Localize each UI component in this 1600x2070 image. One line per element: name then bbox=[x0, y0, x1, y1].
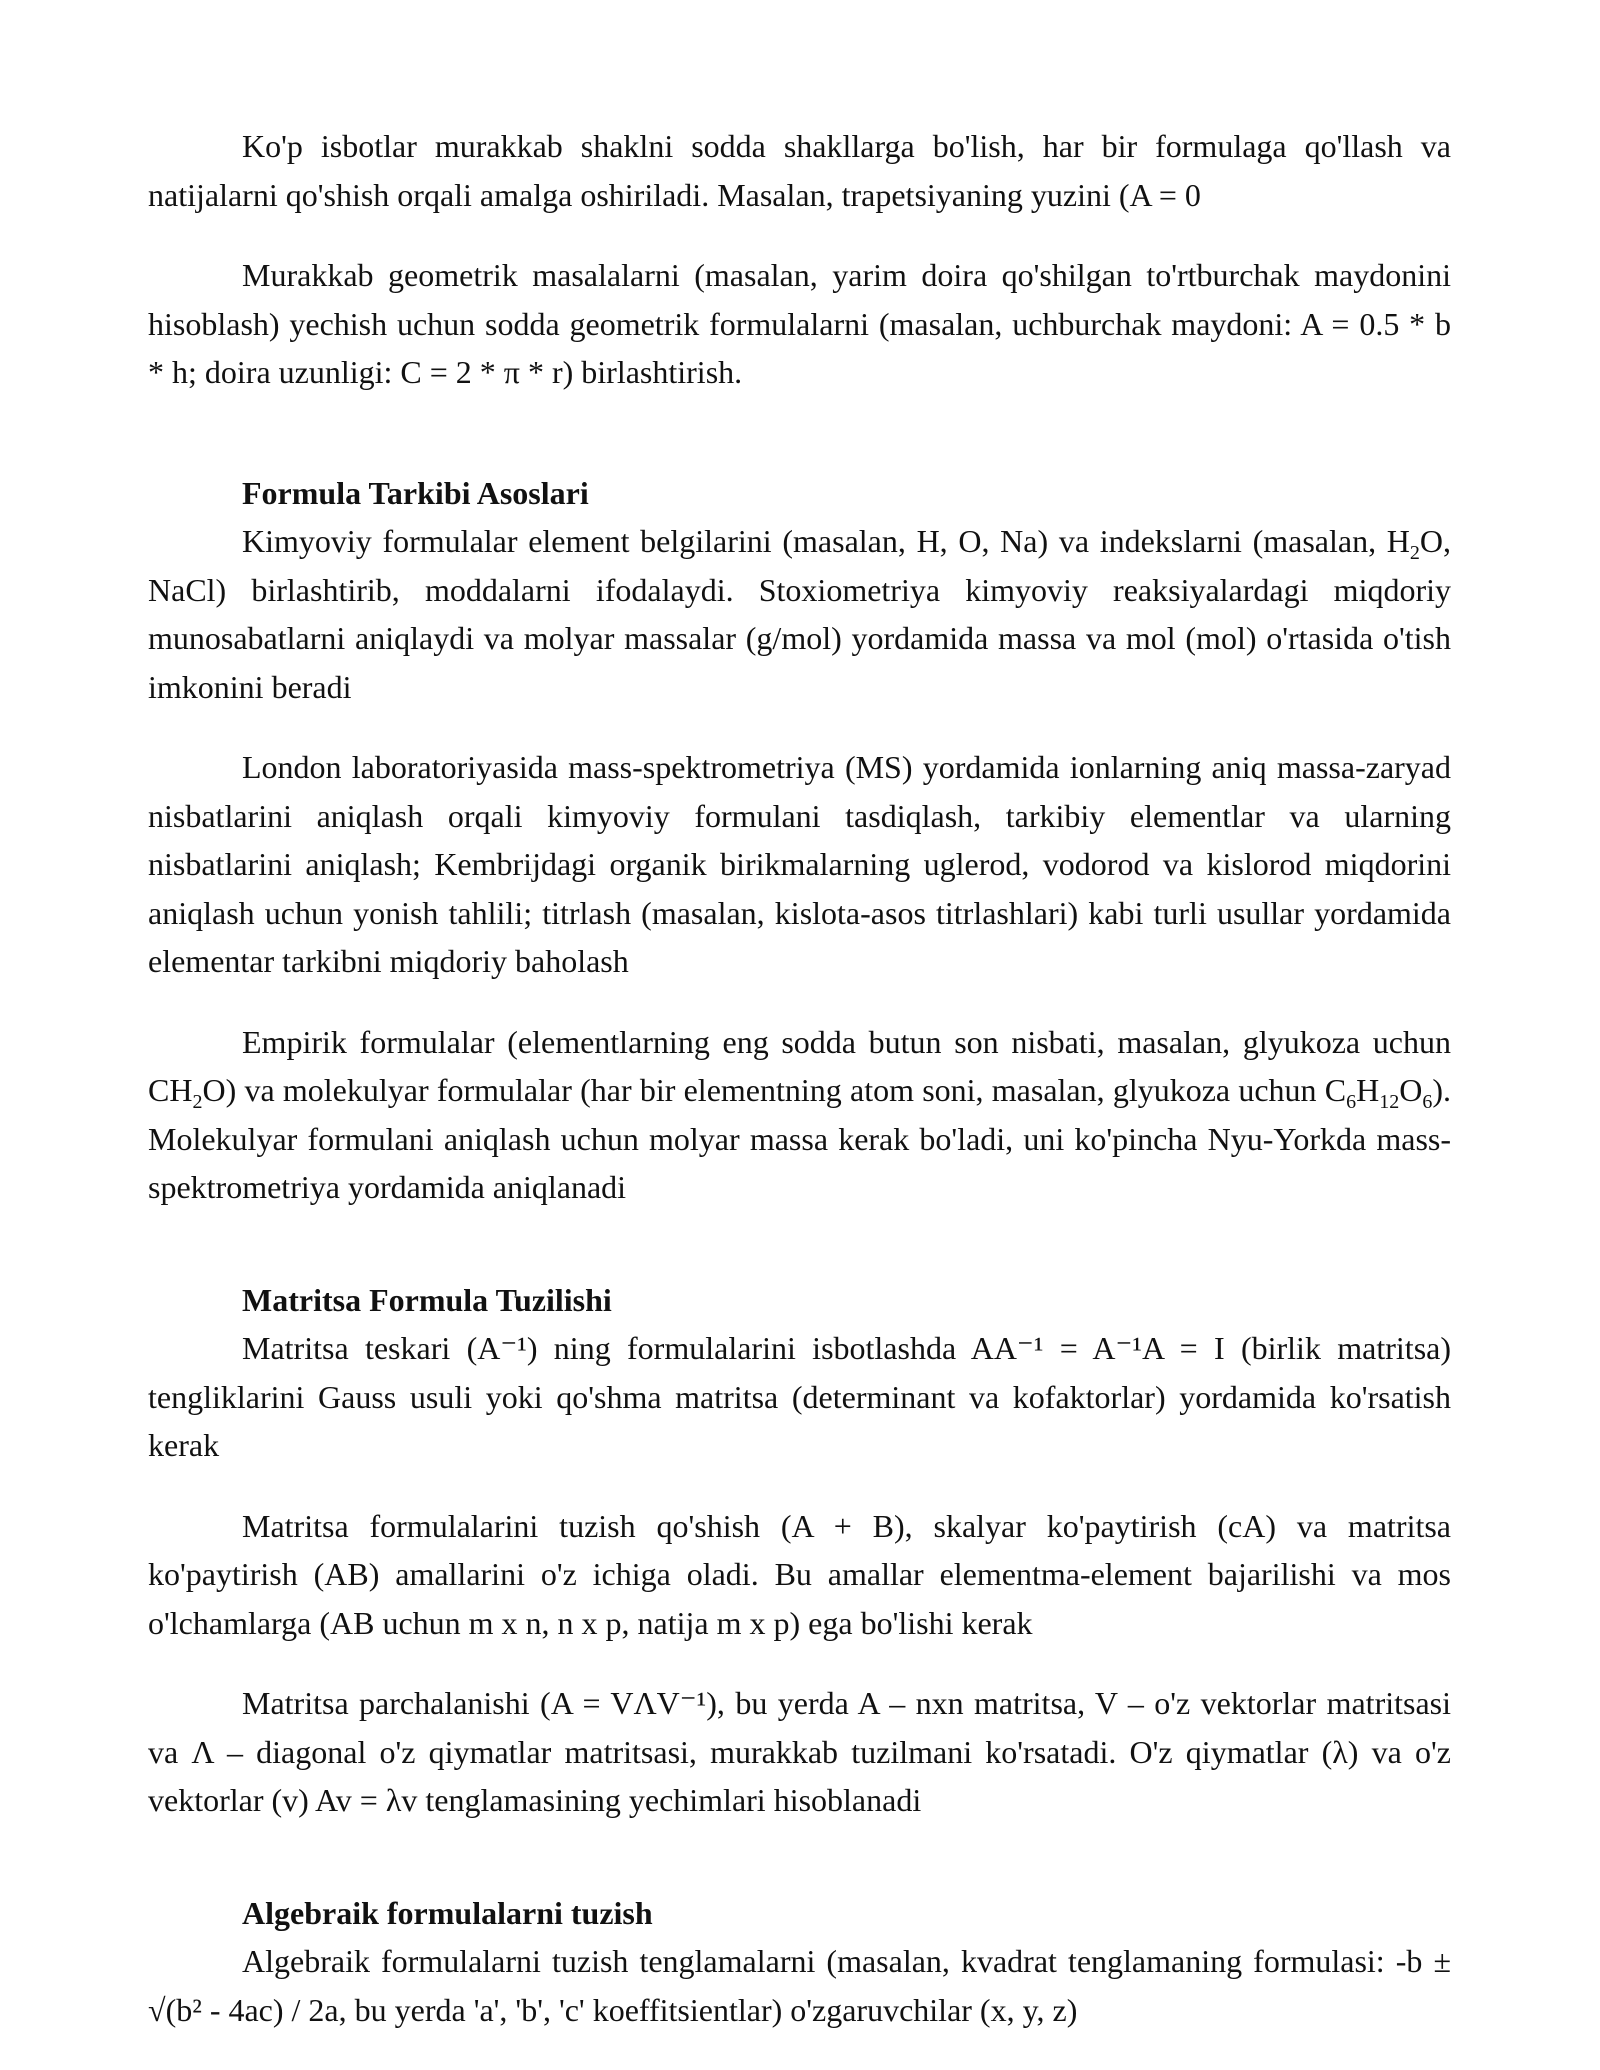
paragraph-chemical-formulas: Kimyoviy formulalar element belgilarini (masalan, H, O, Na) va indekslarni (masalan, $H_2O$, NaCl) birlashtirib, moddalarni ifodalaydi. Stoxiometriya kimyoviy reaksiyalardagi miqdoriy munosabatlarni aniqlaydi va molyar massalar (g/mol) yordamida massa va mol (mol) o'rtasida o'tish imkonini beradi bbox=[148, 523, 1451, 705]
paragraph-mass-spectrometry: London laboratoriyasida mass-spektrometriya (MS) yordamida ionlarning aniq massa-zaryad nisbatlarini aniqlash orqali kimyoviy formulani tasdiqlash, tarkibiy elementlar va ularning nisbatlarini aniqlash; Kembrijdagi organik birikmalarning uglerod, vodorod va kislorod miqdorini aniqlash uchun yonish tahlili; titrlash (masalan, kislota-asos titrlashlari) kabi turli usullar yordamida elementar tarkibni miqdoriy baholash bbox=[148, 749, 1451, 979]
heading-formula-composition: Formula Tarkibi Asoslari bbox=[242, 474, 589, 511]
paragraph-matrix-inverse: Matritsa teskari (A⁻¹) ning formulalarini isbotlashda AA⁻¹ = A⁻¹A = I (birlik matritsa) tengliklarini Gauss usuli yoki qo'shma matritsa (determinant va kofaktorlar) yordamida ko'rsatish kerak bbox=[148, 1330, 1451, 1463]
paragraph-matrix-operations: Matritsa formulalarini tuzish qo'shish (A + B), skalyar ko'paytirish (cA) va matritsa ko'paytirish (AB) amallarini o'z ichiga oladi. Bu amallar elementma-element bajarilishi va mos o'lchamlarga (AB uchun m x n, n x p, natija m x p) ega bo'lishi kerak bbox=[148, 1507, 1451, 1641]
paragraph-geometric-formulas: Murakkab geometrik masalalarni (masalan, yarim doira qo'shilgan to'rtburchak maydonini hisoblash) yechish uchun sodda geometrik formulalarni (masalan, uchburchak maydoni: A = 0.5 * b * h; doira uzunligi: C = 2 * π * r) birlashtirish. bbox=[148, 257, 1451, 390]
document-page bbox=[148, 122, 1451, 2034]
heading-matrix-formula: Matritsa Formula Tuzilishi bbox=[242, 1281, 612, 1318]
paragraph-matrix-decomposition: Matritsa parchalanishi (A = VΛV⁻¹), bu yerda A – nxn matritsa, V – o'z vektorlar matritsasi va Λ – diagonal o'z qiymatlar matritsasi, murakkab tuzilmani ko'rsatadi. O'z qiymatlar (λ) va o'z vektorlar (v) Av = λv tenglamasining yechimlari hisoblanadi bbox=[148, 1685, 1451, 1818]
paragraph-empirical-formulas: Empirik formulalar (elementlarning eng sodda butun son nisbati, masalan, glyukoza uchun $CH_2O$) va molekulyar formulalar (har bir elementning atom soni, masalan, glyukoza uchun $C_6H_{12}O_6$). Molekulyar formulani aniqlash uchun molyar massa kerak bo'ladi, uni ko'pincha Nyu-Yorkda mass-spektrometriya yordamida aniqlanadi bbox=[148, 1023, 1451, 1205]
paragraph-decomposition: Ko'p isbotlar murakkab shaklni sodda shakllarga bo'lish, har bir formulaga qo'llash va natijalarni qo'shish orqali amalga oshiriladi. Masalan, trapetsiyaning yuzini (A = 0 bbox=[148, 128, 1451, 213]
paragraph-algebraic-formulas: Algebraik formulalarni tuzish tenglamalarni (masalan, kvadrat tenglamaning formulasi: -b ± √(b² - 4ac) / 2a, bu yerda 'a', 'b', 'c' koeffitsientlar) o'zgaruvchilar (x, y, z) bbox=[148, 1943, 1451, 2028]
heading-algebraic-formulas: Algebraik formulalarni tuzish bbox=[242, 1894, 653, 1931]
